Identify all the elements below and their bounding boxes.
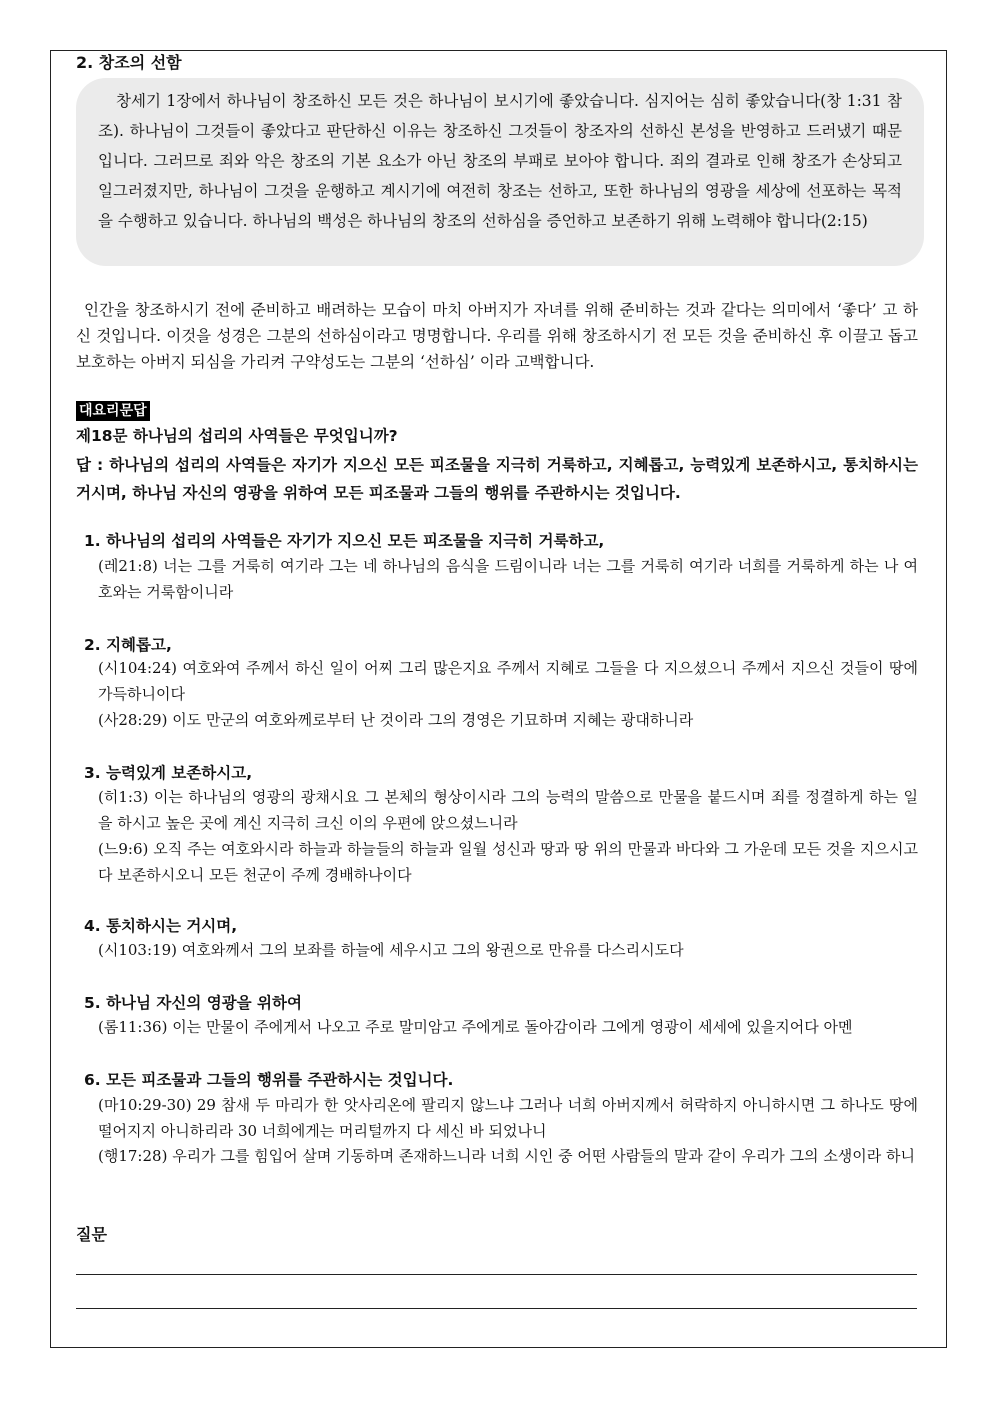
item-verse-6-1: (마10:29-30) 29 참새 두 마리가 한 앗사리온에 팔리지 않느냐 그러나 너희 아버지께서 허락하지 아니하시면 그 하나도 땅에 떨어지지 아니하리라 30 너희에게는 머리털까지 다 세신 바 되었나니	[98, 1096, 918, 1140]
item-heading-2: 2. 지혜롭고,	[84, 636, 172, 654]
item-verse-3-2: (느9:6) 오직 주는 여호와시라 하늘과 하늘들의 하늘과 일월 성신과 땅과 땅 위의 만물과 바다와 그 가운데 모든 것을 지으시고 다 보존하시오니 모든 천군이 주께 경배하나이다	[98, 840, 918, 884]
item-verse-1-1: (레21:8) 너는 그를 거룩히 여기라 그는 네 하나님의 음식을 드림이니라 너는 그를 거룩히 여기라 너희를 거룩하게 하는 나 여호와는 거룩함이니라	[98, 557, 918, 601]
item-verse-6-2: (행17:28) 우리가 그를 힘입어 살며 기동하며 존재하느니라 너희 시인 중 어떤 사람들의 말과 같이 우리가 그의 소생이라 하니	[98, 1147, 916, 1165]
item-heading-3: 3. 능력있게 보존하시고,	[84, 764, 253, 782]
questions-title: 질문	[76, 1225, 107, 1244]
item-verse-3-1: (히1:3) 이는 하나님의 영광의 광채시요 그 본체의 형상이시라 그의 능력의 말씀으로 만물을 붙드시며 죄를 정결하게 하는 일을 하시고 높은 곳에 계신 지극히 크신 이의 우편에 앉으셨느니라	[98, 788, 918, 832]
catechism-answer: 답 : 하나님의 섭리의 사역들은 자기가 지으신 모든 피조물을 지극히 거룩하고, 지혜롭고, 능력있게 보존하시고, 통치하시는 거시며, 하나님 자신의 영광을 위하여 모든 피조물과 그들의 행위를 주관하시는 것입니다.	[76, 456, 918, 502]
item-verse-5-1: (롬11:36) 이는 만물이 주에게서 나오고 주로 말미암고 주에게로 돌아감이라 그에게 영광이 세세에 있을지어다 아멘	[98, 1018, 853, 1036]
answer-line-1[interactable]	[76, 1274, 917, 1275]
highlight-box	[76, 78, 924, 266]
item-verse-4-1: (시103:19) 여호와께서 그의 보좌를 하늘에 세우시고 그의 왕권으로 만유를 다스리시도다	[98, 941, 684, 959]
item-verse-2-2: (사28:29) 이도 만군의 여호와께로부터 난 것이라 그의 경영은 기묘하며 지혜는 광대하니라	[98, 711, 694, 729]
body-paragraph: 인간을 창조하시기 전에 준비하고 배려하는 모습이 마치 아버지가 자녀를 위해 준비하는 것과 같다는 의미에서 ‘좋다’ 고 하신 것입니다. 이것을 성경은 그분의 선하심이라고 명명합니다. 우리를 위해 창조하시기 전 모든 것을 준비하신 후 이끌고 돕고 보호하는 아버지 되심을 가리켜 구약성도는 그분의 ‘선하심’ 이라 고백합니다.	[76, 301, 918, 371]
highlight-box-text: 창세기 1장에서 하나님이 창조하신 모든 것은 하나님이 보시기에 좋았습니다. 심지어는 심히 좋았습니다(창 1:31 참조). 하나님이 그것들이 좋았다고 판단하신 이유는 창조하신 그것들이 창조자의 선하신 본성을 반영하고 드러냈기 때문입니다. 그러므로 죄와 악은 창조의 기본 요소가 아닌 창조의 부패로 보아야 합니다. 죄의 결과로 인해 창조가 손상되고 일그러졌지만, 하나님이 그것을 운행하고 계시기에 여전히 창조는 선하고, 또한 하나님의 영광을 세상에 선포하는 목적을 수행하고 있습니다. 하나님의 백성은 하나님의 창조의 선하심을 증언하고 보존하기 위해 노력해야 합니다(2:15)	[98, 92, 902, 230]
item-heading-6: 6. 모든 피조물과 그들의 행위를 주관하시는 것입니다.	[84, 1071, 454, 1089]
section-title: 2. 창조의 선함	[76, 53, 182, 72]
item-verse-2-1: (시104:24) 여호와여 주께서 하신 일이 어찌 그리 많은지요 주께서 지혜로 그들을 다 지으셨으니 주께서 지으신 것들이 땅에 가득하니이다	[98, 659, 918, 703]
catechism-tag: 대요리문답	[76, 401, 150, 421]
item-heading-1: 1. 하나님의 섭리의 사역들은 자기가 지으신 모든 피조물을 지극히 거룩하고,	[84, 532, 605, 550]
answer-line-2[interactable]	[76, 1308, 917, 1309]
catechism-question: 제18문 하나님의 섭리의 사역들은 무엇입니까?	[76, 427, 398, 445]
item-heading-4: 4. 통치하시는 거시며,	[84, 917, 238, 935]
item-heading-5: 5. 하나님 자신의 영광을 위하여	[84, 994, 302, 1012]
